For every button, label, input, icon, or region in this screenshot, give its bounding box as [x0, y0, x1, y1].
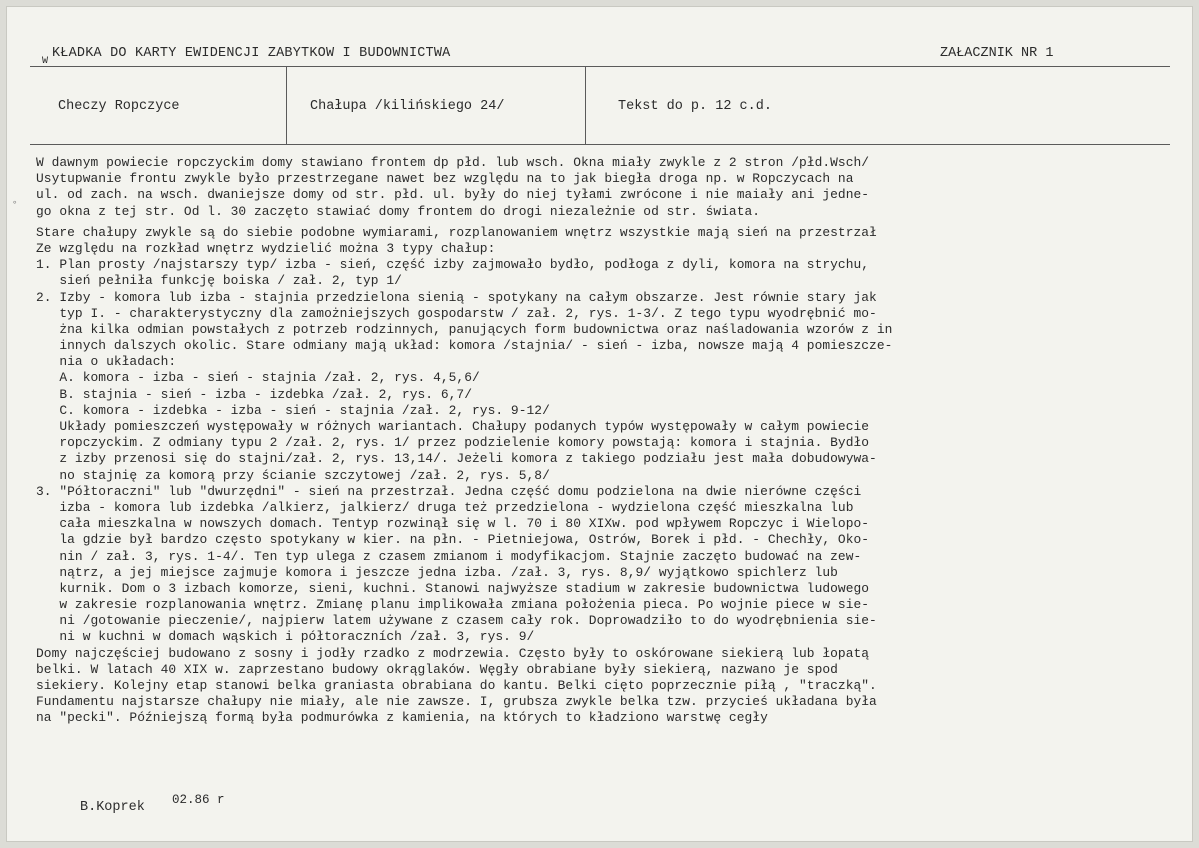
body-line: w zakresie rozplanowania wnętrz. Zmianę planu implikowała zmiana położenia pieca. Po wojnie piece w sie-: [36, 597, 870, 613]
body-line: nin / zał. 3, rys. 1-4/. Ten typ ulega z czasem zmianom i modyfikacjom. Stajnie zaczęto budować na zew-: [36, 548, 862, 564]
body-line: Domy najczęściej budowano z sosny i jodły rzadko z modrzewia. Często były to oskórowane siekierą lub łopatą: [36, 645, 870, 661]
object-field: Chałupa /kilińskiego 24/: [310, 99, 505, 114]
body-line: z izby przenosi się do stajni/zał. 2, rys. 13,14/. Jeżeli komora z takiego podziału jest mała dobudowywa-: [36, 451, 877, 467]
body-line: 3. "Półtoraczni" lub "dwurzędni" - sień na przestrzał. Jedna część domu podzielona na dwie nierówne części: [36, 483, 862, 499]
body-line: izba - komora lub izdebka /alkierz, jalkierz/ druga też przedzielona - wydzielona część mieszkalna lub: [36, 499, 854, 515]
box-divider-1: [286, 67, 287, 144]
body-line: na "pecki". Późniejszą formą była podmurówka z kamienia, na których to kładziono warstwę cegły: [36, 710, 768, 726]
body-line: C. komora - izdebka - izba - sień - stajnia /zał. 2, rys. 9-12/: [36, 402, 550, 418]
body-line: belki. W latach 40 XIX w. zaprzestano budowy okrąglaków. Węgły obrabiane były siekierą, nazwano je spod: [36, 661, 838, 677]
body-line: A. komora - izba - sień - stajnia /zał. 2, rys. 4,5,6/: [36, 370, 480, 386]
signature-date: 02.86 r: [172, 793, 225, 807]
body-line: ul. od zach. na wsch. dwaniejsze domy od str. płd. ul. były do niej tyłami zwrócone i nie maiały ani jedne-: [36, 187, 870, 203]
body-line: 1. Plan prosty /najstarszy typ/ izba - sień, część izby zajmowało bydło, podłoga z dyli, komora na strychu,: [36, 257, 870, 273]
body-line: W dawnym powiecie ropczyckim domy stawiano frontem dp płd. lub wsch. Okna miały zwykle z 2 stron /płd.Wsch/: [36, 155, 870, 170]
body-line: Usytupwanie frontu zwykle było przestrzegane nawet bez względu na to jak biegła droga np. w Ropczycach na: [36, 171, 854, 187]
document-title: KŁADKA DO KARTY EWIDENCJI ZABYTKOW I BUDOWNICTWA: [52, 46, 451, 61]
box-bottom-rule: [30, 144, 1170, 145]
body-line: sień pełniła funkcję boiska / zał. 2, typ 1/: [36, 273, 402, 289]
body-line: 2. Izby - komora lub izba - stajnia przedzielona sienią - spotykany na całym obszarze. Jest równie stary jak: [36, 289, 877, 305]
body-line: Fundamentu najstarsze chałupy nie miały, ale nie zawsze. I, grubsza zwykle belka tzw. przycieś układana była: [36, 694, 877, 710]
body-line: Ze względu na rozkład wnętrz wydzielić można 3 typy chałup:: [36, 240, 496, 256]
body-line: nątrz, a jej miejsce zajmuje komora i jeszcze jedna izba. /zał. 3, rys. 8,9/ wyjątkowo spichlerz lub: [36, 564, 838, 580]
body-line: go okna z tej str. Od l. 30 zaczęto stawiać domy frontem do drogi niezależnie od str. świata.: [36, 203, 761, 219]
location-field: Checzy Ropczyce: [58, 99, 180, 114]
body-line: żna kilka odmian powstałych z potrzeb rodzinnych, panujących form budownictwa oraz naśladowania wzorów z in: [36, 321, 893, 337]
attachment-number: ZAŁACZNIK NR 1: [940, 46, 1054, 61]
body-line: Układy pomieszczeń występowały w różnych wariantach. Chałupy podanych typów występowały w całym powiecie: [36, 419, 870, 434]
header-prefix-mark: W: [42, 56, 49, 67]
body-line: la gdzie był bardzo często spotykany w kier. na płn. - Pietniejowa, Ostrów, Borek i płd. - Chechły, Oko-: [36, 532, 870, 548]
body-line: cała mieszkalna w nowszych domach. Tentyp rozwinął się w l. 70 i 80 XIXw. pod wpływem Ropczyc i Wielopo-: [36, 516, 870, 532]
typewritten-body: [36, 155, 1186, 727]
body-line: ni /gotowanie pieczenie/, najpierw latem używane z czasem cały rok. Doprowadziło to do wyodrębnienia sie-: [36, 613, 877, 629]
body-line: siekiery. Kolejny etap stanowi belka graniasta obrabiana do kantu. Belki cięto poprzecznie piłą , "traczką".: [36, 678, 877, 693]
header-rule: [30, 66, 1170, 67]
body-line: typ I. - charakterystyczny dla zamożniejszych gospodarstw / zał. 2, rys. 1-3/. Z tego typu wyodrębnić mo-: [36, 305, 877, 321]
body-line: ropczyckim. Z odmiany typu 2 /zał. 2, rys. 1/ przez podzielenie komory powstają: komora i stajnia. Bydło: [36, 435, 870, 451]
margin-mark: ∘: [12, 198, 18, 208]
body-line: no stajnię za komorą przy ścianie szczytowej /zał. 2, rys. 5,8/: [36, 467, 550, 483]
body-line: ni w kuchni w domach wąskich i półtoraczních /zał. 3, rys. 9/: [36, 629, 535, 645]
body-line: innych dalszych okolic. Stare odmiany mają układ: komora /stajnia/ - sień - izba, nowsze mają 4 pomieszcze-: [36, 338, 893, 354]
body-line: kurnik. Dom o 3 izbach komorze, sieni, kuchni. Stanowi najwyższe stadium w zakresie budownictwa ludowego: [36, 580, 870, 596]
signature-name: B.Koprek: [80, 800, 145, 815]
body-line: Stare chałupy zwykle są do siebie podobne wymiarami, rozplanowaniem wnętrz wszystkie mają sień na przestrzał: [36, 224, 877, 240]
body-line: nia o układach:: [36, 354, 177, 370]
box-divider-2: [585, 67, 586, 144]
reference-field: Tekst do p. 12 c.d.: [618, 99, 772, 114]
body-line: B. stajnia - sień - izba - izdebka /zał. 2, rys. 6,7/: [36, 386, 472, 402]
